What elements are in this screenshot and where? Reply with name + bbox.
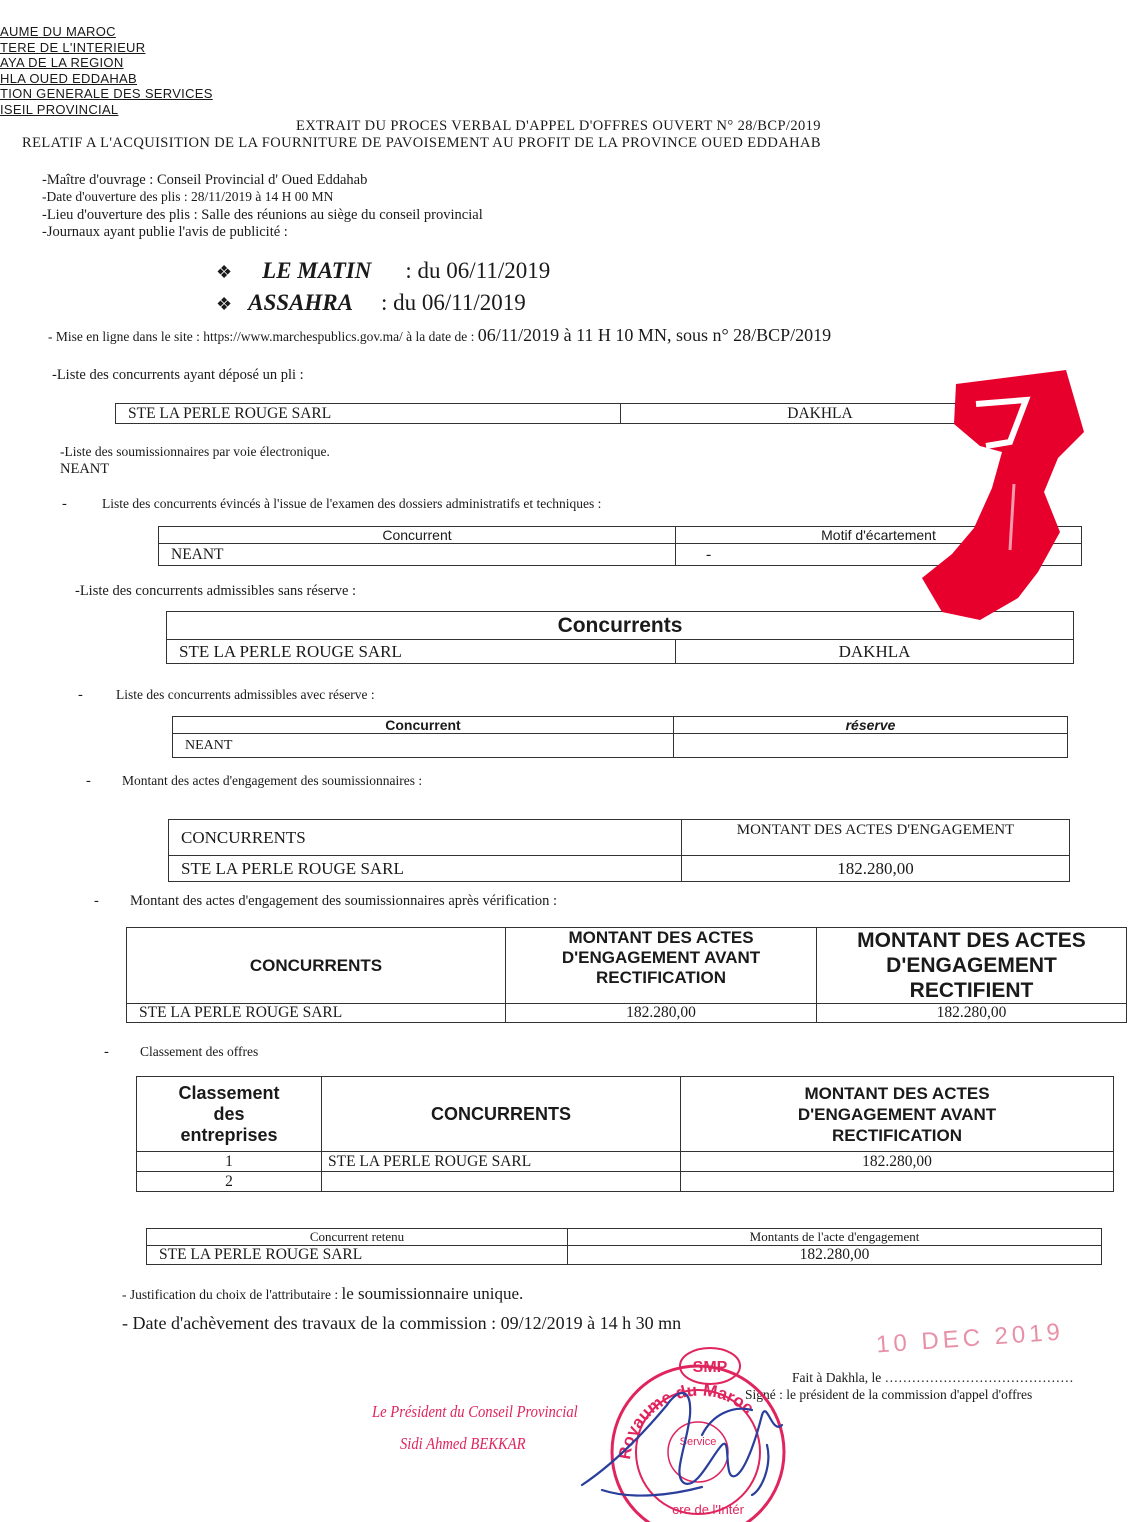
cell-city: DAKHLA xyxy=(621,404,1020,424)
header-line: RECTIFIENT xyxy=(909,979,1034,1002)
cell-empty xyxy=(674,734,1068,758)
info-lieu: -Lieu d'ouverture des plis : Salle des réunions au siège du conseil provincial xyxy=(42,207,483,223)
header-montant xyxy=(681,1077,1114,1152)
header-montants: Montants de l'acte d'engagement xyxy=(568,1229,1102,1246)
header-rectifient xyxy=(817,928,1127,1004)
electronique-value: NEANT xyxy=(60,461,110,477)
header-line: AYA DE LA REGION xyxy=(0,55,124,70)
justification-label: - Justification du choix de l'attributaire : xyxy=(122,1287,342,1302)
cell-value: NEANT xyxy=(173,734,674,758)
bullet-dash: - xyxy=(78,687,83,703)
header-block xyxy=(0,24,213,117)
president-name: Sidi Ahmed BEKKAR xyxy=(400,1434,526,1453)
header-line: TERE DE L'INTERIEUR xyxy=(0,39,146,55)
header-avant xyxy=(506,928,817,1004)
cell-name: STE LA PERLE ROUGE SARL xyxy=(127,1004,506,1023)
stamp-inner-text: Service xyxy=(679,1436,717,1448)
table-verif xyxy=(126,927,1127,1023)
received-date-stamp: 10 DEC 2019 xyxy=(875,1318,1065,1359)
cell-rank: 1 xyxy=(137,1152,322,1172)
cell-name: STE LA PERLE ROUGE SARL xyxy=(167,640,676,664)
table-montant xyxy=(168,819,1070,882)
doc-subtitle: RELATIF A L'ACQUISITION DE LA FOURNITURE DE PAVOISEMENT AU PROFIT DE LA PROVINCE OUED EDDAHAB xyxy=(22,135,821,151)
table-classement xyxy=(136,1076,1114,1192)
section-avec-reserve: Liste des concurrents admissibles avec réserve : xyxy=(116,687,375,702)
header-line: AUME DU MAROC xyxy=(0,24,116,39)
newspaper-name: LE MATIN xyxy=(262,258,372,283)
justification-line xyxy=(122,1284,523,1304)
header-line: des xyxy=(213,1103,245,1124)
header-line: MONTANT DES ACTES xyxy=(568,928,754,947)
header-line: Classement xyxy=(178,1082,280,1103)
header-line: TION GENERALE DES SERVICES xyxy=(0,86,213,101)
page-number-marker xyxy=(918,360,1093,630)
header-montant: MONTANT DES ACTES D'ENGAGEMENT xyxy=(682,820,1070,856)
cell-amount: 182.280,00 xyxy=(817,1004,1127,1023)
section-classement: Classement des offres xyxy=(140,1044,259,1059)
cell-name: STE LA PERLE ROUGE SARL xyxy=(116,404,621,424)
cell-empty xyxy=(322,1172,681,1192)
newspaper-item: ❖ ASSAHRA : du 06/11/2019 xyxy=(216,290,526,315)
bullet-dash: - xyxy=(94,893,99,909)
signature xyxy=(572,1375,812,1515)
section-evinces: Liste des concurrents évincés à l'issue de l'examen des dossiers administratifs et techniques : xyxy=(102,496,602,511)
cell-value: NEANT xyxy=(159,544,676,566)
info-date: -Date d'ouverture des plis : 28/11/2019 à 14 H 00 MN xyxy=(42,189,334,204)
header-line: RECTIFICATION xyxy=(831,1125,962,1145)
cell-name: STE LA PERLE ROUGE SARL xyxy=(169,856,682,882)
online-line xyxy=(48,325,831,346)
cell-name: STE LA PERLE ROUGE SARL xyxy=(322,1152,681,1172)
section-montant: Montant des actes d'engagement des soumissionnaires : xyxy=(122,773,423,788)
header-retenu: Concurrent retenu xyxy=(147,1229,568,1246)
bullet-dash: - xyxy=(62,496,67,512)
stamp-round-text: Royaume du Maroc xyxy=(614,1380,758,1461)
online-prefix: - Mise en ligne dans le site : https://www.marchespublics.gov.ma/ à la date de : xyxy=(48,329,478,344)
newspaper-date: : du 06/11/2019 xyxy=(380,290,526,315)
info-maitre: -Maître d'ouvrage : Conseil Provincial d' Oued Eddahab xyxy=(42,172,368,188)
table-depose xyxy=(115,403,1020,424)
signe-line: Signé : le président de la commission d'appel d'offres xyxy=(745,1387,1033,1402)
cell-amount: 182.280,00 xyxy=(681,1152,1114,1172)
cell-amount: 182.280,00 xyxy=(682,856,1070,882)
bullet-dash: - xyxy=(86,773,91,789)
header-concurrent: Concurrent xyxy=(159,527,676,544)
header-line: entreprises xyxy=(180,1124,278,1145)
header-concurrents: CONCURRENTS xyxy=(322,1077,681,1152)
header-classement xyxy=(137,1077,322,1152)
header-line: HLA OUED EDDAHAB xyxy=(0,70,138,86)
cell-name: STE LA PERLE ROUGE SARL xyxy=(147,1246,568,1265)
info-journaux: -Journaux ayant publie l'avis de publicité : xyxy=(42,224,288,240)
cell-amount: 182.280,00 xyxy=(568,1246,1102,1265)
header-concurrents: CONCURRENTS xyxy=(127,928,506,1004)
header-concurrent: Concurrent xyxy=(173,717,674,734)
newspaper-name: ASSAHRA xyxy=(248,290,353,315)
date-achevement: - Date d'achèvement des travaux de la commission : 09/12/2019 à 14 h 30 mn xyxy=(122,1313,682,1333)
header-reserve: réserve xyxy=(674,717,1068,734)
header-line: ISEIL PROVINCIAL xyxy=(0,101,119,117)
justification-value: le soumissionnaire unique. xyxy=(341,1284,524,1303)
section-verif: Montant des actes d'engagement des soumissionnaires après vérification : xyxy=(130,893,558,909)
cell-city: DAKHLA xyxy=(676,640,1074,664)
number-shape xyxy=(922,370,1084,620)
cell-empty xyxy=(681,1172,1114,1192)
section-sans-reserve: -Liste des concurrents admissibles sans réserve : xyxy=(75,583,357,599)
stamp-bottom-text: ere de l'Intér xyxy=(672,1502,744,1517)
header-line: RECTIFICATION xyxy=(595,968,726,987)
stamp-smp: SMP xyxy=(692,1359,728,1376)
cell-value: - xyxy=(676,544,1082,566)
table-retenu xyxy=(146,1228,1102,1265)
newspaper-item: ❖ LE MATIN : du 06/11/2019 xyxy=(216,258,551,283)
header-concurrents: CONCURRENTS xyxy=(169,820,682,856)
header-line: D'ENGAGEMENT AVANT xyxy=(561,948,761,967)
header-concurrents: Concurrents xyxy=(167,612,1074,640)
header-motif: Motif d'écartement xyxy=(676,527,1082,544)
cell-rank: 2 xyxy=(137,1172,322,1192)
bullet-dash: - xyxy=(104,1044,109,1060)
header-line: D'ENGAGEMENT AVANT xyxy=(797,1104,997,1124)
online-suffix: 06/11/2019 à 11 H 10 MN, sous n° 28/BCP/2019 xyxy=(477,325,832,345)
cell-amount: 182.280,00 xyxy=(506,1004,817,1023)
header-line: MONTANT DES ACTES xyxy=(804,1083,990,1103)
header-line: MONTANT DES ACTES xyxy=(857,929,1086,952)
fait-a: Fait à Dakhla, le …………………………………… xyxy=(792,1370,1074,1385)
table-avec-reserve xyxy=(172,716,1068,758)
header-line: D'ENGAGEMENT xyxy=(886,954,1057,977)
section-depose: -Liste des concurrents ayant déposé un pli : xyxy=(52,367,304,383)
doc-title: EXTRAIT DU PROCES VERBAL D'APPEL D'OFFRES OUVERT N° 28/BCP/2019 xyxy=(296,118,821,134)
president-title: Le Président du Conseil Provincial xyxy=(372,1402,578,1421)
section-electronique: -Liste des soumissionnaires par voie électronique. xyxy=(60,444,330,459)
newspaper-date: : du 06/11/2019 xyxy=(405,258,551,283)
